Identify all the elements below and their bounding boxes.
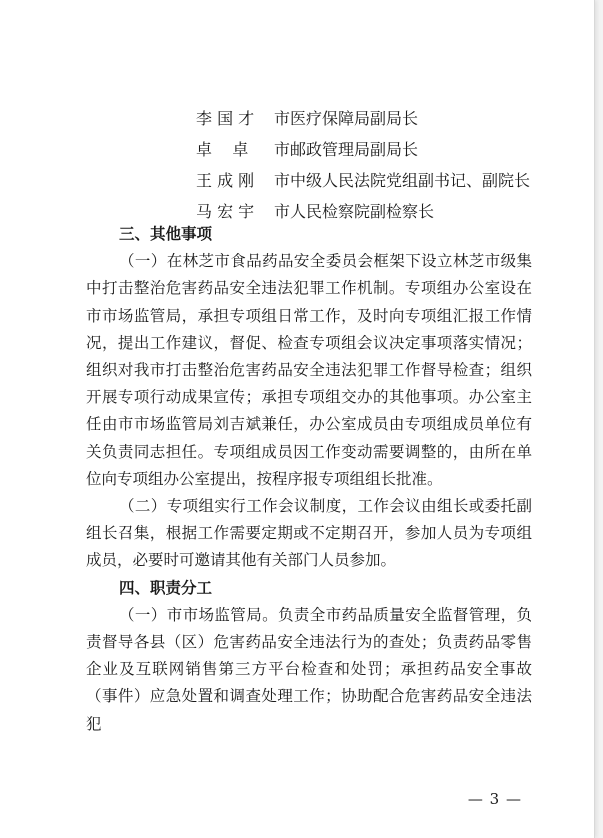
paragraph: （一）在林芝市食品药品安全委员会框架下设立林芝市级集中打击整治危害药品安全违法犯罪工作机制。专项组办公室设在市市场监管局，承担专项组日常工作，及时向专项组汇报工作情况，提出工作建议，督促、检查专项组会议决定事项落实情况；组织对我市打击整治危害药品安全违法犯罪工作督导检查；组织开展专项行动成果宣传；承担专项组交办的其他事项。办公室主任由市市场监管局刘吉斌兼任，办公室成员由专项组成员单位有关负责同志担任。专项组成员因工作变动需要调整的，由所在单位向专项组办公室提出，按程序报专项组组长批准。 xyxy=(86,252,532,488)
member-title: 市邮政管理局副局长 xyxy=(274,140,419,159)
member-name: 李 国 才 xyxy=(196,109,255,128)
member-title: 市医疗保障局副局长 xyxy=(274,109,419,128)
member-name: 卓 卓 xyxy=(196,140,249,159)
member-title: 市人民检察院副检察长 xyxy=(274,202,435,221)
section-heading-other-matters: 三、其他事项 xyxy=(119,225,213,243)
document-body xyxy=(86,221,532,738)
section-heading-responsibilities: 四、职责分工 xyxy=(119,578,213,597)
paragraph: （二）专项组实行工作会议制度，工作会议由组长或委托副组长召集，根据工作需要定期或不定期召开，参加人员为专项组成员，必要时可邀请其他有关部门人员参加。 xyxy=(86,497,532,570)
member-row xyxy=(196,108,556,139)
page-number: — 3 — xyxy=(467,790,522,808)
member-title: 市中级人民法院党组副书记、副院长 xyxy=(274,171,531,190)
paragraph: （一）市市场监管局。负责全市药品质量安全监督管理，负责督导各县（区）危害药品安全违法行为的查处；负责药品零售企业及互联网销售第三方平台检查和处罚；承担药品安全事故（事件）应急处置和调查处理工作；协助配合危害药品安全违法犯 xyxy=(86,605,532,733)
member-list xyxy=(196,108,556,232)
member-row xyxy=(196,139,556,170)
member-row xyxy=(196,170,556,201)
member-name: 马 宏 宇 xyxy=(196,202,255,221)
member-name: 王 成 刚 xyxy=(196,171,255,190)
